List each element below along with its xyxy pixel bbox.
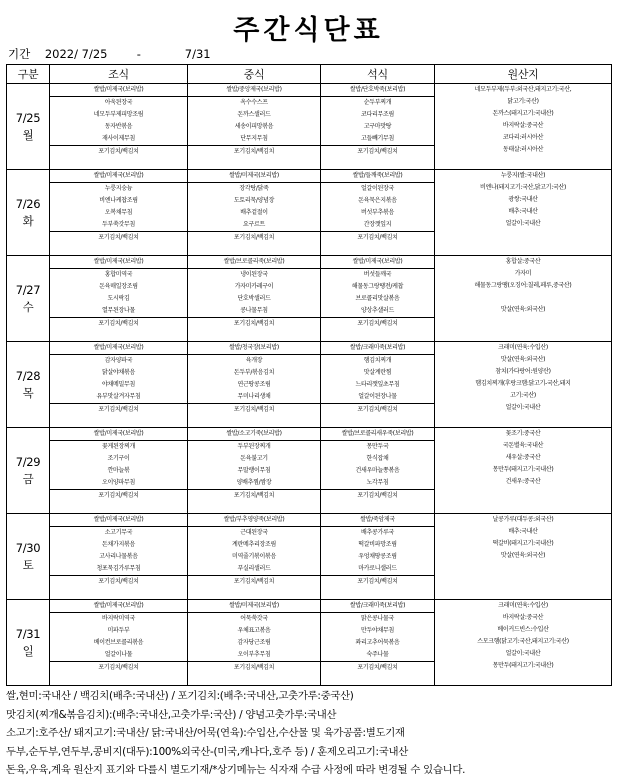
period-end: 7/31 [184, 47, 211, 61]
breakfast-item: 비엔나케찹조림 [99, 197, 138, 205]
origin-item: 크래미(연육:수입산) [498, 602, 548, 609]
breakfast-item: 오복채무침 [104, 209, 133, 217]
lunch-item: 포기김치/백김치 [188, 403, 320, 416]
lunch-item: 돈까스샐러드 [237, 111, 271, 119]
breakfast-cell [50, 428, 188, 514]
origin-item: 맛살(연육:외국산) [500, 306, 546, 314]
origin-item: 맛살(연육:외국산) [500, 356, 546, 364]
origin-item: 해물동그랑땡(오징어:칠레,페루,중국산) [474, 282, 572, 290]
dinner-cell [321, 600, 435, 686]
lunch-item: 푸실리샐러드 [237, 565, 271, 573]
lunch-cell [188, 514, 321, 600]
dinner-cell [321, 170, 435, 256]
dinner-cell [321, 342, 435, 428]
breakfast-item: 쌀밥/미제국(보리밥) [93, 172, 144, 179]
origin-item: 몽만두(돼지고기:국내산) [492, 466, 554, 474]
origin-item: 스모크햄(닭고기:국산,돼지고기:국산) [477, 638, 569, 646]
lunch-item: 육개장 [188, 354, 320, 367]
lunch-cell [188, 256, 321, 342]
origin-item: 참치(가다랑어:원양산) [495, 368, 551, 376]
origin-cell [435, 170, 612, 256]
lunch-item: 쌀밥/중앙제국(보리밥) [226, 86, 282, 93]
origin-item: 얼갈이:국내산 [505, 404, 541, 412]
breakfast-item: 돈채가지볶음 [102, 541, 135, 549]
breakfast-item: 얼갈이나물 [104, 651, 133, 659]
page-title: 주간식단표 [233, 15, 384, 46]
day-label [7, 84, 50, 170]
dinner-item: 고들빼기무침 [361, 135, 394, 143]
lunch-cell [188, 342, 321, 428]
breakfast-cell [50, 342, 188, 428]
day-label [7, 600, 50, 686]
origin-item: 베이커드빈스:수입산 [497, 626, 549, 634]
day-date: 7/30 [15, 541, 41, 556]
day-label [7, 170, 50, 256]
breakfast-item: 포기김치/백김치 [50, 575, 187, 588]
lunch-cell [188, 428, 321, 514]
day-weekday: 목 [22, 385, 34, 400]
lunch-item: 쌀밥/청국장(보리밥) [229, 344, 279, 351]
day-weekday: 화 [22, 213, 34, 228]
lunch-item: 도토리묵/양념장 [233, 197, 275, 205]
day-row [7, 428, 612, 514]
dinner-item: 쌀밥/들깨죽(보리밥) [352, 172, 403, 179]
breakfast-cell [50, 514, 188, 600]
day-weekday: 수 [22, 299, 34, 314]
dinner-cell [321, 514, 435, 600]
breakfast-item: 포기김치/백김치 [50, 317, 187, 330]
origin-item: 돈까스(돼지고기:국내산) [492, 110, 554, 118]
day-row [7, 84, 612, 170]
dinner-item: 간장깻잎지 [363, 221, 392, 229]
day-label [7, 256, 50, 342]
breakfast-item: 소고기무국 [50, 526, 187, 539]
lunch-item: 두부된장찌개 [188, 440, 320, 453]
lunch-item: 돈두부/볶음김치 [233, 369, 275, 377]
day-label [7, 428, 50, 514]
lunch-item: 쌀밥/미제국(보리밥) [229, 602, 279, 609]
dinner-item: 만두야채무침 [361, 627, 394, 635]
lunch-item: 가자미카레구이 [234, 283, 274, 291]
breakfast-cell [50, 170, 188, 256]
origin-item: 몽만두(돼지고기:국내산) [492, 662, 554, 670]
origin-item: 날콩가루(대두콩:외국산) [492, 516, 554, 523]
breakfast-item: 포기김치/백김치 [50, 661, 187, 674]
dinner-item: 브로콜리맛살볶음 [355, 295, 400, 303]
breakfast-item: 쌀밥/미제국(보리밥) [93, 258, 144, 265]
day-row [7, 170, 612, 256]
origin-item [435, 230, 611, 242]
lunch-item: 쌀밥/부추영양죽(보리밥) [223, 516, 285, 523]
breakfast-item: 누룽지숭늉 [50, 182, 187, 195]
dinner-item: 노각무침 [366, 479, 389, 487]
lunch-item: 단호박샐러드 [237, 295, 271, 303]
dinner-item: 꽈리고추어묵볶음 [355, 639, 400, 647]
lunch-item: 배추겉절이 [240, 209, 268, 217]
lunch-item: 포기김치/백김치 [188, 489, 320, 502]
lunch-item: 미역줄기볶이볶음 [232, 553, 276, 561]
lunch-item: 콩나물무침 [240, 307, 268, 315]
menu-table [6, 64, 612, 686]
origin-item: 배추:국내산 [508, 528, 538, 536]
lunch-item: 우체표고볶음 [237, 627, 271, 635]
lunch-item: 계란메추리장조림 [232, 541, 276, 549]
dinner-item: 포기김치/백김치 [321, 575, 434, 588]
note-line: 돈육,우육,계육 원산지 표기와 다를시 별도기재/*상기메뉴는 식자재 수급 사정에 따라 변경될 수 있습니다. [6, 764, 466, 776]
origin-cell [435, 514, 612, 600]
origin-item: 동태살:러시아산 [502, 146, 544, 154]
origin-item: 얼갈이:국내산 [505, 220, 541, 228]
dinner-item: 느타리깻잎초무침 [355, 381, 400, 389]
day-date: 7/25 [15, 111, 41, 126]
breakfast-item: 돈육매일장조림 [99, 283, 138, 291]
origin-item [435, 488, 611, 500]
origin-item: 비엔나(돼지고기:국산,닭고기:국산) [479, 184, 567, 192]
dinner-item: 쌀밥/죽암제국 [360, 516, 395, 523]
day-weekday: 일 [22, 643, 34, 658]
origin-cell [435, 342, 612, 428]
lunch-item: 무말랭이무침 [237, 467, 271, 475]
dinner-item: 쌀밥/미제국(보리밥) [352, 258, 403, 265]
lunch-item: 냉이된장국 [188, 268, 320, 281]
lunch-cell [188, 84, 321, 170]
lunch-item: 요구르트 [243, 221, 265, 229]
breakfast-item: 포기김치/백김치 [50, 231, 187, 244]
dinner-item: 맑은콩나물국 [321, 612, 434, 625]
breakfast-item: 청포묵김가루무침 [96, 565, 141, 573]
breakfast-item: 닭살야채볶음 [102, 369, 135, 377]
dinner-item: 코다리무조림 [361, 111, 394, 119]
day-date: 7/28 [15, 369, 41, 384]
day-date: 7/26 [15, 197, 41, 212]
day-date: 7/31 [15, 627, 41, 642]
origin-item: 건새우:중국산 [505, 478, 541, 486]
dinner-cell [321, 428, 435, 514]
day-weekday: 토 [22, 557, 34, 572]
breakfast-item: 아욱된장국 [50, 96, 187, 109]
breakfast-item: 열무된장나물 [102, 307, 135, 315]
header-dinner: 석식 [321, 65, 435, 84]
origin-cell [435, 256, 612, 342]
lunch-item: 쌀밥/브로콜리죽(보리밥) [223, 258, 285, 265]
origin-item: 바지락살:중국산 [502, 122, 544, 130]
lunch-item: 포기김치/백김치 [188, 231, 320, 244]
dinner-item: 버섯부추볶음 [361, 209, 394, 217]
dinner-item: 포기김치/백김치 [321, 231, 434, 244]
breakfast-item: 쌀밥/미제국(보리밥) [93, 86, 144, 93]
breakfast-item: 고사리나물볶음 [99, 553, 138, 561]
header-lunch: 중식 [188, 65, 321, 84]
dinner-item: 마카로니샐러드 [358, 565, 397, 573]
dinner-item: 쌀밥/크래미죽(보리밥) [349, 344, 406, 351]
origin-item: 맛살(연육:외국산) [500, 552, 546, 560]
breakfast-item: 홍합미역국 [50, 268, 187, 281]
note-line: 두부,순두부,연두부,콩비지(대두):100%외국산-(미국,캐나다,호주 등) / 훈제오리고기:국내산 [6, 745, 408, 758]
dinner-item: 햄김치찌개 [321, 354, 434, 367]
origin-item: 새우살:중국산 [505, 454, 541, 462]
origin-item: 고기:국산) [510, 392, 536, 400]
breakfast-item: 쌀밥/미제국(보리밥) [93, 344, 144, 351]
dinner-item: 포기김치/백김치 [321, 489, 434, 502]
day-row [7, 256, 612, 342]
dinner-item: 버섯들깨국 [321, 268, 434, 281]
origin-item [435, 292, 611, 304]
origin-item: 홍합살:중국산 [505, 258, 541, 265]
origin-item [435, 562, 611, 574]
breakfast-item: 재사이제무침 [102, 135, 135, 143]
dinner-cell [321, 256, 435, 342]
origin-item: 닭고기:국산) [507, 98, 539, 106]
breakfast-item: 깐마늘볶 [107, 467, 130, 475]
lunch-item: 옥수수스프 [188, 96, 320, 109]
origin-item: 네모두부제(두부:외국산,돼지고기:국산, [474, 86, 572, 93]
dinner-item: 얼갈이된장국 [321, 182, 434, 195]
origin-item: 햄김치찌개(후랑크햄:닭고기-국산,돼지 [475, 380, 571, 388]
origin-item: 얼갈이:국내산 [505, 650, 541, 658]
dinner-item: 얼갈이된장나물 [358, 393, 397, 401]
dinner-item: 순두부찌개 [321, 96, 434, 109]
breakfast-item: 동자반볶음 [104, 123, 133, 131]
origin-item: 광쌍:국내산 [508, 196, 538, 204]
dinner-item: 맛살계란찜 [363, 369, 392, 377]
day-row [7, 600, 612, 686]
lunch-cell [188, 600, 321, 686]
lunch-item: 쌀밥/소고기죽(보리밥) [226, 430, 282, 437]
dinner-item: 양상추샐러드 [361, 307, 394, 315]
breakfast-item: 포기김치/백김치 [50, 403, 187, 416]
breakfast-item: 포기김치/백김치 [50, 145, 187, 158]
header-origin: 원산지 [435, 65, 612, 84]
lunch-item: 오이부추무침 [237, 651, 271, 659]
dinner-item: 건새우마늘쫑볶음 [355, 467, 400, 475]
note-line: 맛김치(찌개&볶음김치):(배추:국내산,고춧가루:국산) / 양념고춧가루:국내산 [6, 708, 337, 721]
origin-item: 배추:국내산 [508, 208, 538, 216]
breakfast-cell [50, 256, 188, 342]
dinner-item: 우엉채땅콩조림 [358, 553, 397, 561]
origin-cell [435, 428, 612, 514]
breakfast-item: 쌀밥/미제국(보리밥) [93, 602, 144, 609]
breakfast-item: 유부맛살겨자무침 [96, 393, 141, 401]
dinner-item: 쌀밥/크래미죽(보리밥) [349, 602, 406, 609]
day-weekday: 금 [22, 471, 34, 486]
day-row [7, 342, 612, 428]
breakfast-item: 쌀밥/미제국(보리밥) [93, 516, 144, 523]
breakfast-item: 미파두부 [107, 627, 130, 635]
origin-cell [435, 600, 612, 686]
lunch-item: 어묵쑥갓국 [188, 612, 320, 625]
day-date: 7/29 [15, 455, 41, 470]
lunch-item: 양배추찜/쌈장 [236, 479, 272, 487]
breakfast-item: 야채메밀무침 [102, 381, 135, 389]
breakfast-item: 조기구이 [107, 455, 130, 463]
origin-item [435, 316, 611, 328]
origin-item: 떡갈비(돼지고기:국내산) [492, 540, 554, 548]
breakfast-item: 감자양파국 [50, 354, 187, 367]
lunch-item: 세송이피망볶음 [234, 123, 274, 131]
origin-item: 가자미 [514, 270, 532, 278]
dinner-item: 숙주나물 [366, 651, 389, 659]
breakfast-item: 포기김치/백김치 [50, 489, 187, 502]
dinner-cell [321, 84, 435, 170]
lunch-item: 무미나리생채 [237, 393, 271, 401]
day-date: 7/27 [15, 283, 41, 298]
period-dash: - [136, 47, 141, 61]
breakfast-item: 네모두부제피망조림 [93, 111, 144, 119]
breakfast-item: 오이양파무침 [102, 479, 135, 487]
breakfast-item: 베이컨브로콜리볶음 [93, 639, 144, 647]
origin-cell [435, 84, 612, 170]
header-division: 구분 [7, 65, 50, 84]
breakfast-cell [50, 84, 188, 170]
dinner-item: 포기김치/백김치 [321, 661, 434, 674]
lunch-item: 연근땅콩조림 [237, 381, 271, 389]
lunch-item: 포기김치/백김치 [188, 317, 320, 330]
lunch-item: 단무지무침 [240, 135, 268, 143]
period-label: 기간 [8, 47, 31, 61]
dinner-item: 몽만두국 [321, 440, 434, 453]
note-line: 소고기:호주산/ 돼지고기:국내산/ 닭:국내산/어묵(연육):수입산,수산물 및 육가공품:별도기재 [6, 727, 405, 739]
breakfast-item: 쌀밥/미제국(보리밥) [93, 430, 144, 437]
dinner-item: 돈육묵은지볶음 [358, 197, 397, 205]
origin-item: 꽃조기:중국산 [505, 430, 541, 437]
origin-notes [6, 687, 616, 780]
dinner-item: 한식잡채 [366, 455, 389, 463]
dinner-item: 해물동그랑땡전/케찹 [351, 283, 404, 291]
day-label [7, 514, 50, 600]
dinner-item: 포기김치/백김치 [321, 145, 434, 158]
dinner-item: 포기김치/백김치 [321, 317, 434, 330]
breakfast-item: 두부쑥갓무침 [102, 221, 135, 229]
period-start: 2022/ 7/25 [44, 47, 108, 61]
day-row [7, 514, 612, 600]
breakfast-item: 꽃게된장찌개 [50, 440, 187, 453]
table-header-row [7, 65, 612, 84]
breakfast-item: 도시락김 [107, 295, 130, 303]
breakfast-item: 바지락미역국 [50, 612, 187, 625]
dinner-item: 포기김치/백김치 [321, 403, 434, 416]
origin-item: 크래미(연육:수입산) [498, 344, 548, 351]
day-weekday: 월 [22, 127, 34, 142]
lunch-item: 쌀밥/미제국(보리밥) [229, 172, 279, 179]
origin-item [435, 574, 611, 586]
period-line [8, 46, 211, 62]
dinner-item: 쌀밥/브로콜리새우죽(보리밥) [341, 430, 414, 437]
origin-item: 국돈별육:국내산 [502, 442, 544, 450]
dinner-item: 고구마맛탕 [363, 123, 392, 131]
day-label [7, 342, 50, 428]
lunch-item: 장각탕/닭죽 [188, 182, 320, 195]
lunch-cell [188, 170, 321, 256]
header-breakfast: 조식 [50, 65, 188, 84]
lunch-item: 돈육불고기 [240, 455, 268, 463]
lunch-item: 포기김치/백김치 [188, 145, 320, 158]
dinner-item: 쌀밥/단호박죽(보리밥) [349, 86, 406, 93]
note-line: 쌀,현미:국내산 / 백김치(배추:국내산) / 포기김치:(배추:국내산,고춧가루:중국산) [6, 690, 354, 702]
lunch-item: 근대된장국 [188, 526, 320, 539]
breakfast-cell [50, 600, 188, 686]
origin-item: 코다리:러시아산 [502, 134, 544, 142]
lunch-item: 감자당근조림 [237, 639, 271, 647]
origin-item: 바지락살:중국산 [502, 614, 544, 622]
dinner-item: 배추콩가루국 [321, 526, 434, 539]
lunch-item: 포기김치/백김치 [188, 575, 320, 588]
dinner-item: 떡갈비파망조림 [358, 541, 397, 549]
lunch-item: 포기김치/백김치 [188, 661, 320, 674]
origin-item: 누룽지(쌀:국내산) [500, 172, 546, 179]
